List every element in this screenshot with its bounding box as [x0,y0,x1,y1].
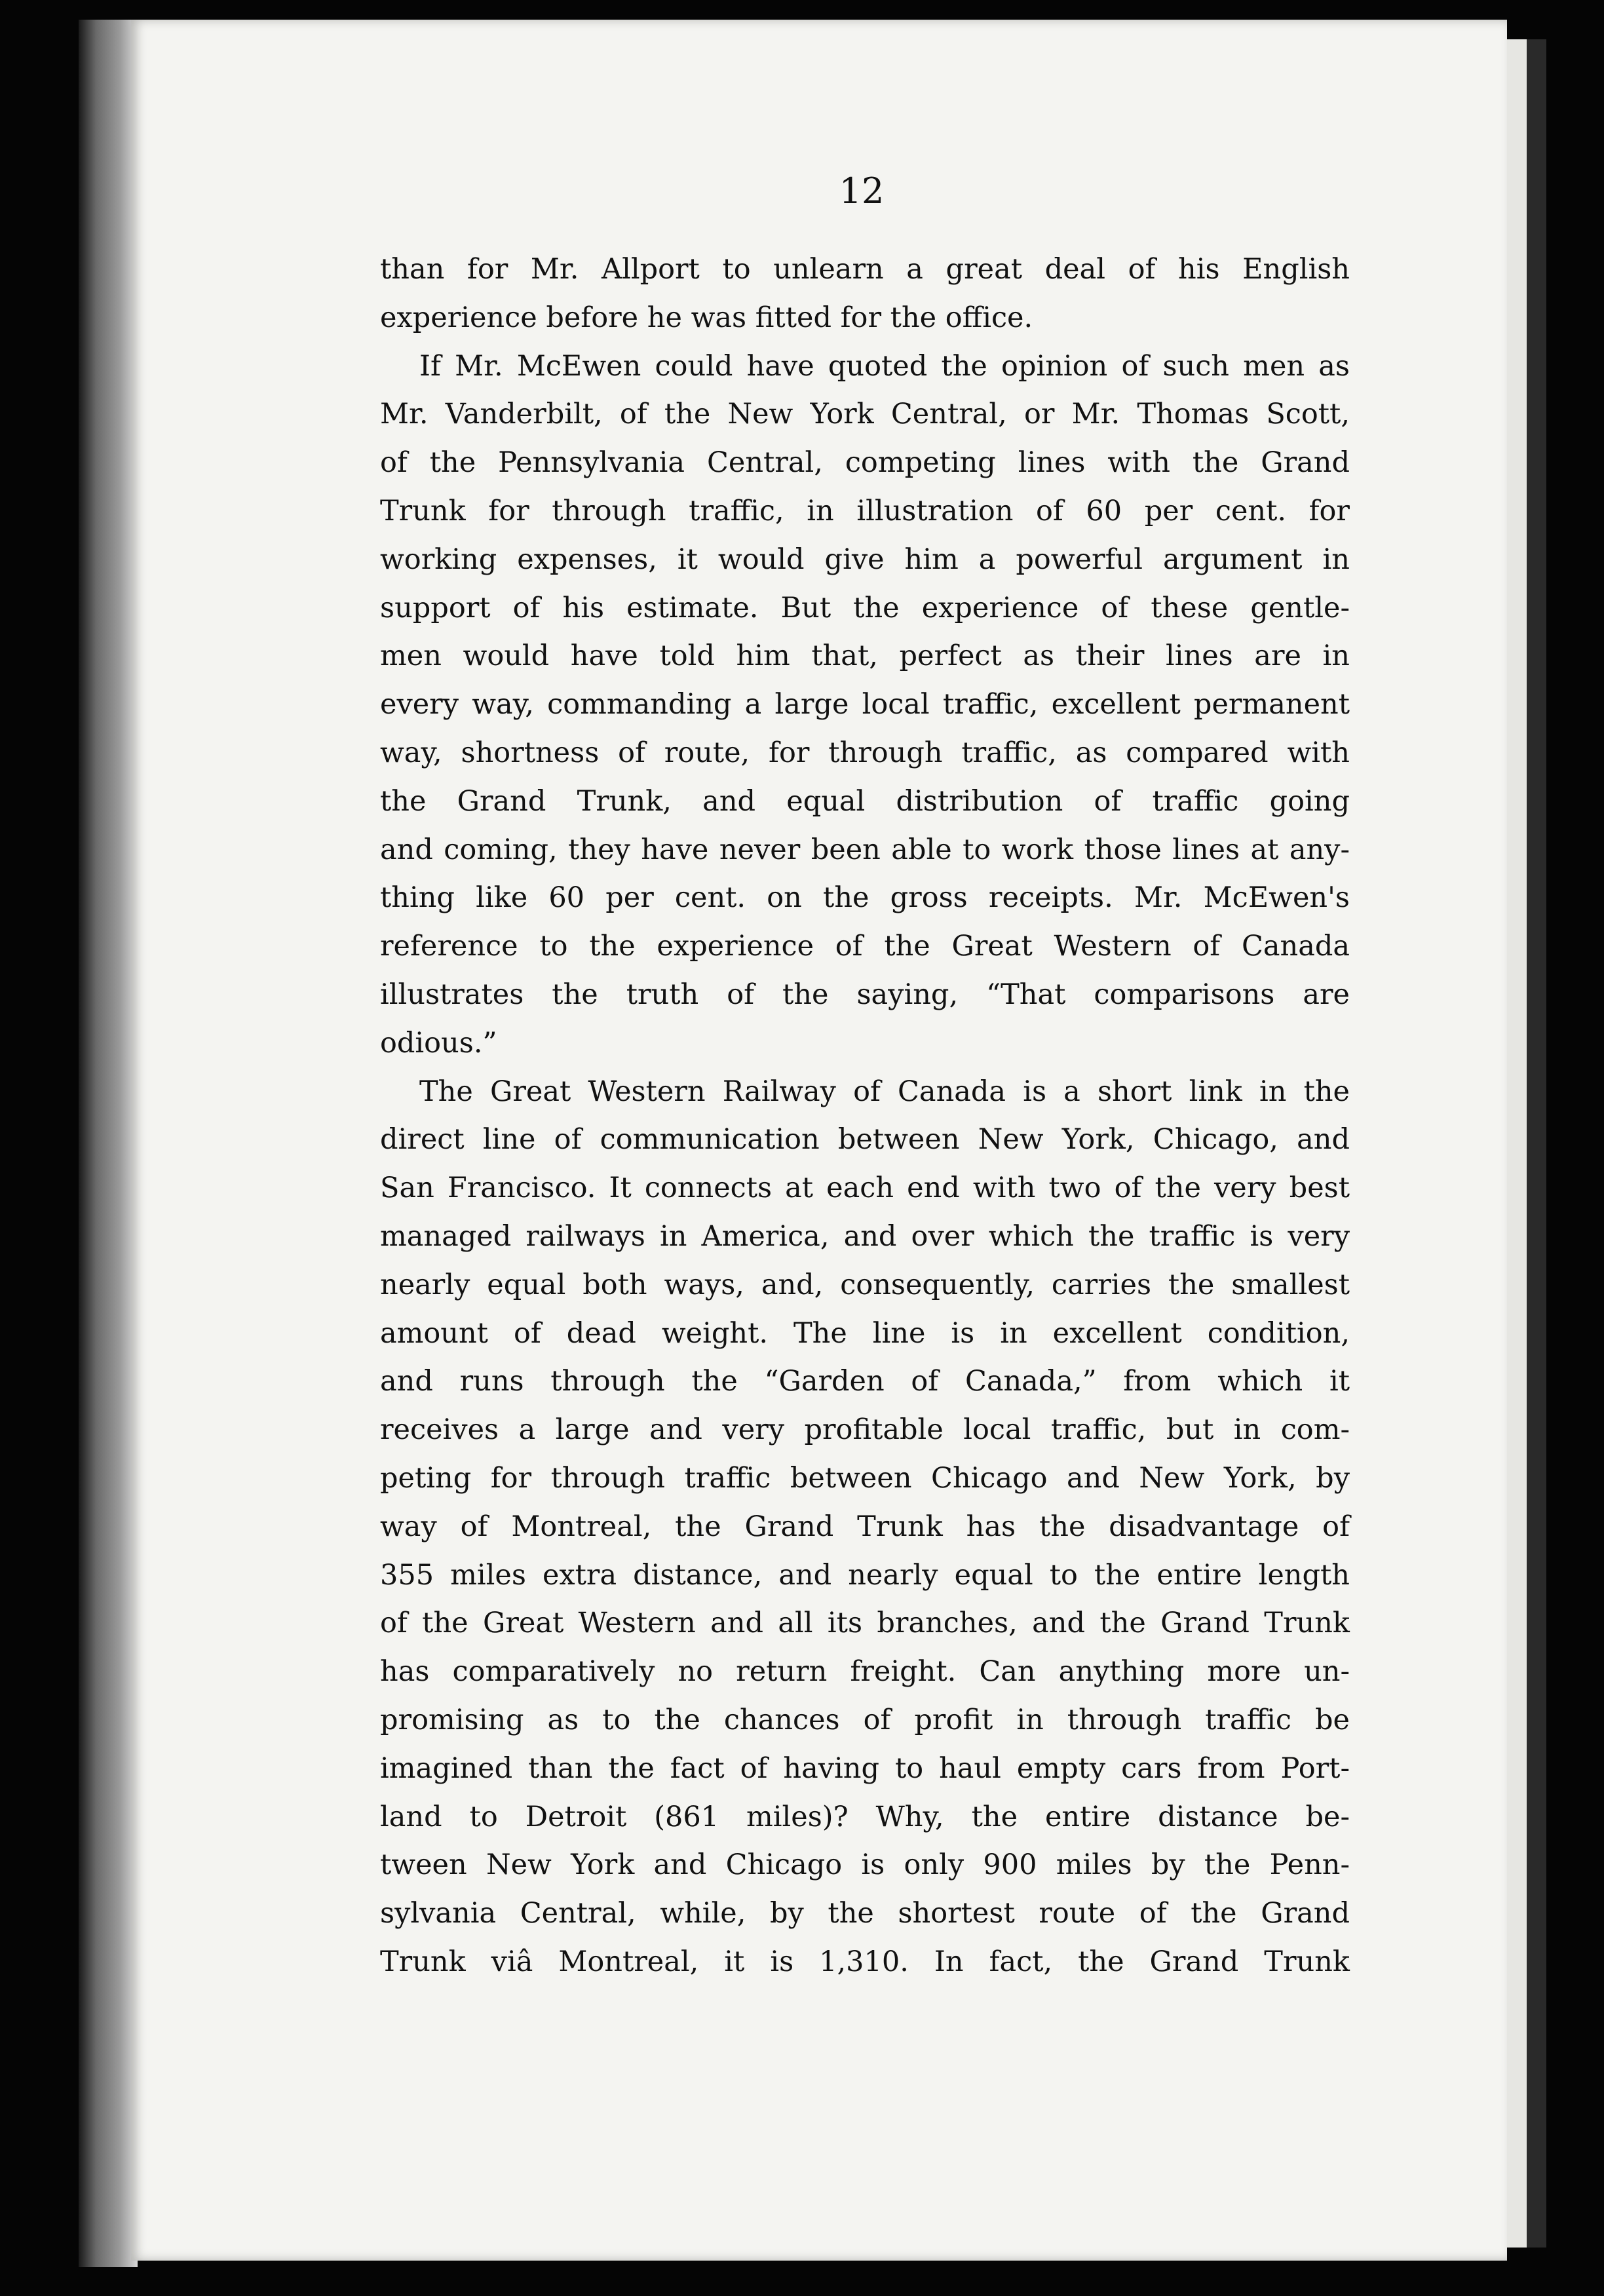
text-line: Trunk for through traffic, in illustration of 60 per cent. for [380,494,1350,527]
page-number: 12 [839,170,885,212]
text-line: of the Pennsylvania Central, competing lines with the Grand [380,446,1350,480]
text-line: every way, commanding a large local traffic, excellent permanent [380,688,1350,721]
text-line: nearly equal both ways, and, consequently, carries the smallest [380,1268,1350,1301]
text-line: the Grand Trunk, and equal distribution of traffic going [380,784,1350,818]
text-line: than for Mr. Allport to unlearn a great deal of his English [380,253,1350,286]
text-line: managed railways in America, and over which the traffic is very [380,1219,1350,1253]
text-line: way of Montreal, the Grand Trunk has the disadvantage of [380,1510,1350,1543]
text-line: The Great Western Railway of Canada is a short link in the [419,1075,1350,1108]
text-line: way, shortness of route, for through traffic, as compared with [380,736,1350,769]
text-line: If Mr. McEwen could have quoted the opinion of such men as [419,349,1350,383]
text-line: of the Great Western and all its branches, and the Grand Trunk [380,1607,1350,1640]
text-line: peting for through traffic between Chicago and New York, by [380,1461,1350,1495]
text-line: and runs through the “Garden of Canada,” from which it [380,1365,1350,1398]
text-line: and coming, they have never been able to work those lines at any- [380,833,1350,866]
text-line: illustrates the truth of the saying, “That comparisons are [380,978,1350,1011]
text-line: 355 miles extra distance, and nearly equal to the entire length [380,1558,1350,1592]
text-line: imagined than the fact of having to haul empty cars from Port- [380,1751,1350,1785]
scan-right-edge [1527,39,1546,2248]
scan-left-edge [79,20,138,2267]
body-text [380,246,1350,1987]
text-line: direct line of communication between New York, Chicago, and [380,1123,1350,1157]
text-line: thing like 60 per cent. on the gross receipts. Mr. McEwen's [380,881,1350,915]
text-line: has comparatively no return freight. Can anything more un- [380,1655,1350,1689]
text-line: tween New York and Chicago is only 900 miles by the Penn- [380,1848,1350,1882]
page-right-margin [1507,39,1527,2248]
text-line: receives a large and very profitable local traffic, but in com- [380,1413,1350,1447]
text-line: land to Detroit (861 miles)? Why, the entire distance be- [380,1800,1350,1833]
text-line: San Francisco. It connects at each end with two of the very best [380,1172,1350,1205]
text-line: working expenses, it would give him a powerful argument in [380,543,1350,576]
text-line: Trunk viâ Montreal, it is 1,310. In fact, the Grand Trunk [380,1945,1350,1978]
text-line: sylvania Central, while, by the shortest route of the Grand [380,1897,1350,1930]
text-line: amount of dead weight. The line is in excellent condition, [380,1316,1350,1350]
text-line: reference to the experience of the Great Western of Canada [380,930,1350,963]
text-line: promising as to the chances of profit in through traffic be [380,1703,1350,1736]
text-line: experience before he was fitted for the office. [380,301,1033,334]
text-line: odious.” [380,1026,497,1060]
text-line: Mr. Vanderbilt, of the New York Central, or Mr. Thomas Scott, [380,398,1350,431]
text-line: men would have told him that, perfect as their lines are in [380,640,1350,673]
text-line: support of his estimate. But the experience of these gentle- [380,591,1350,624]
